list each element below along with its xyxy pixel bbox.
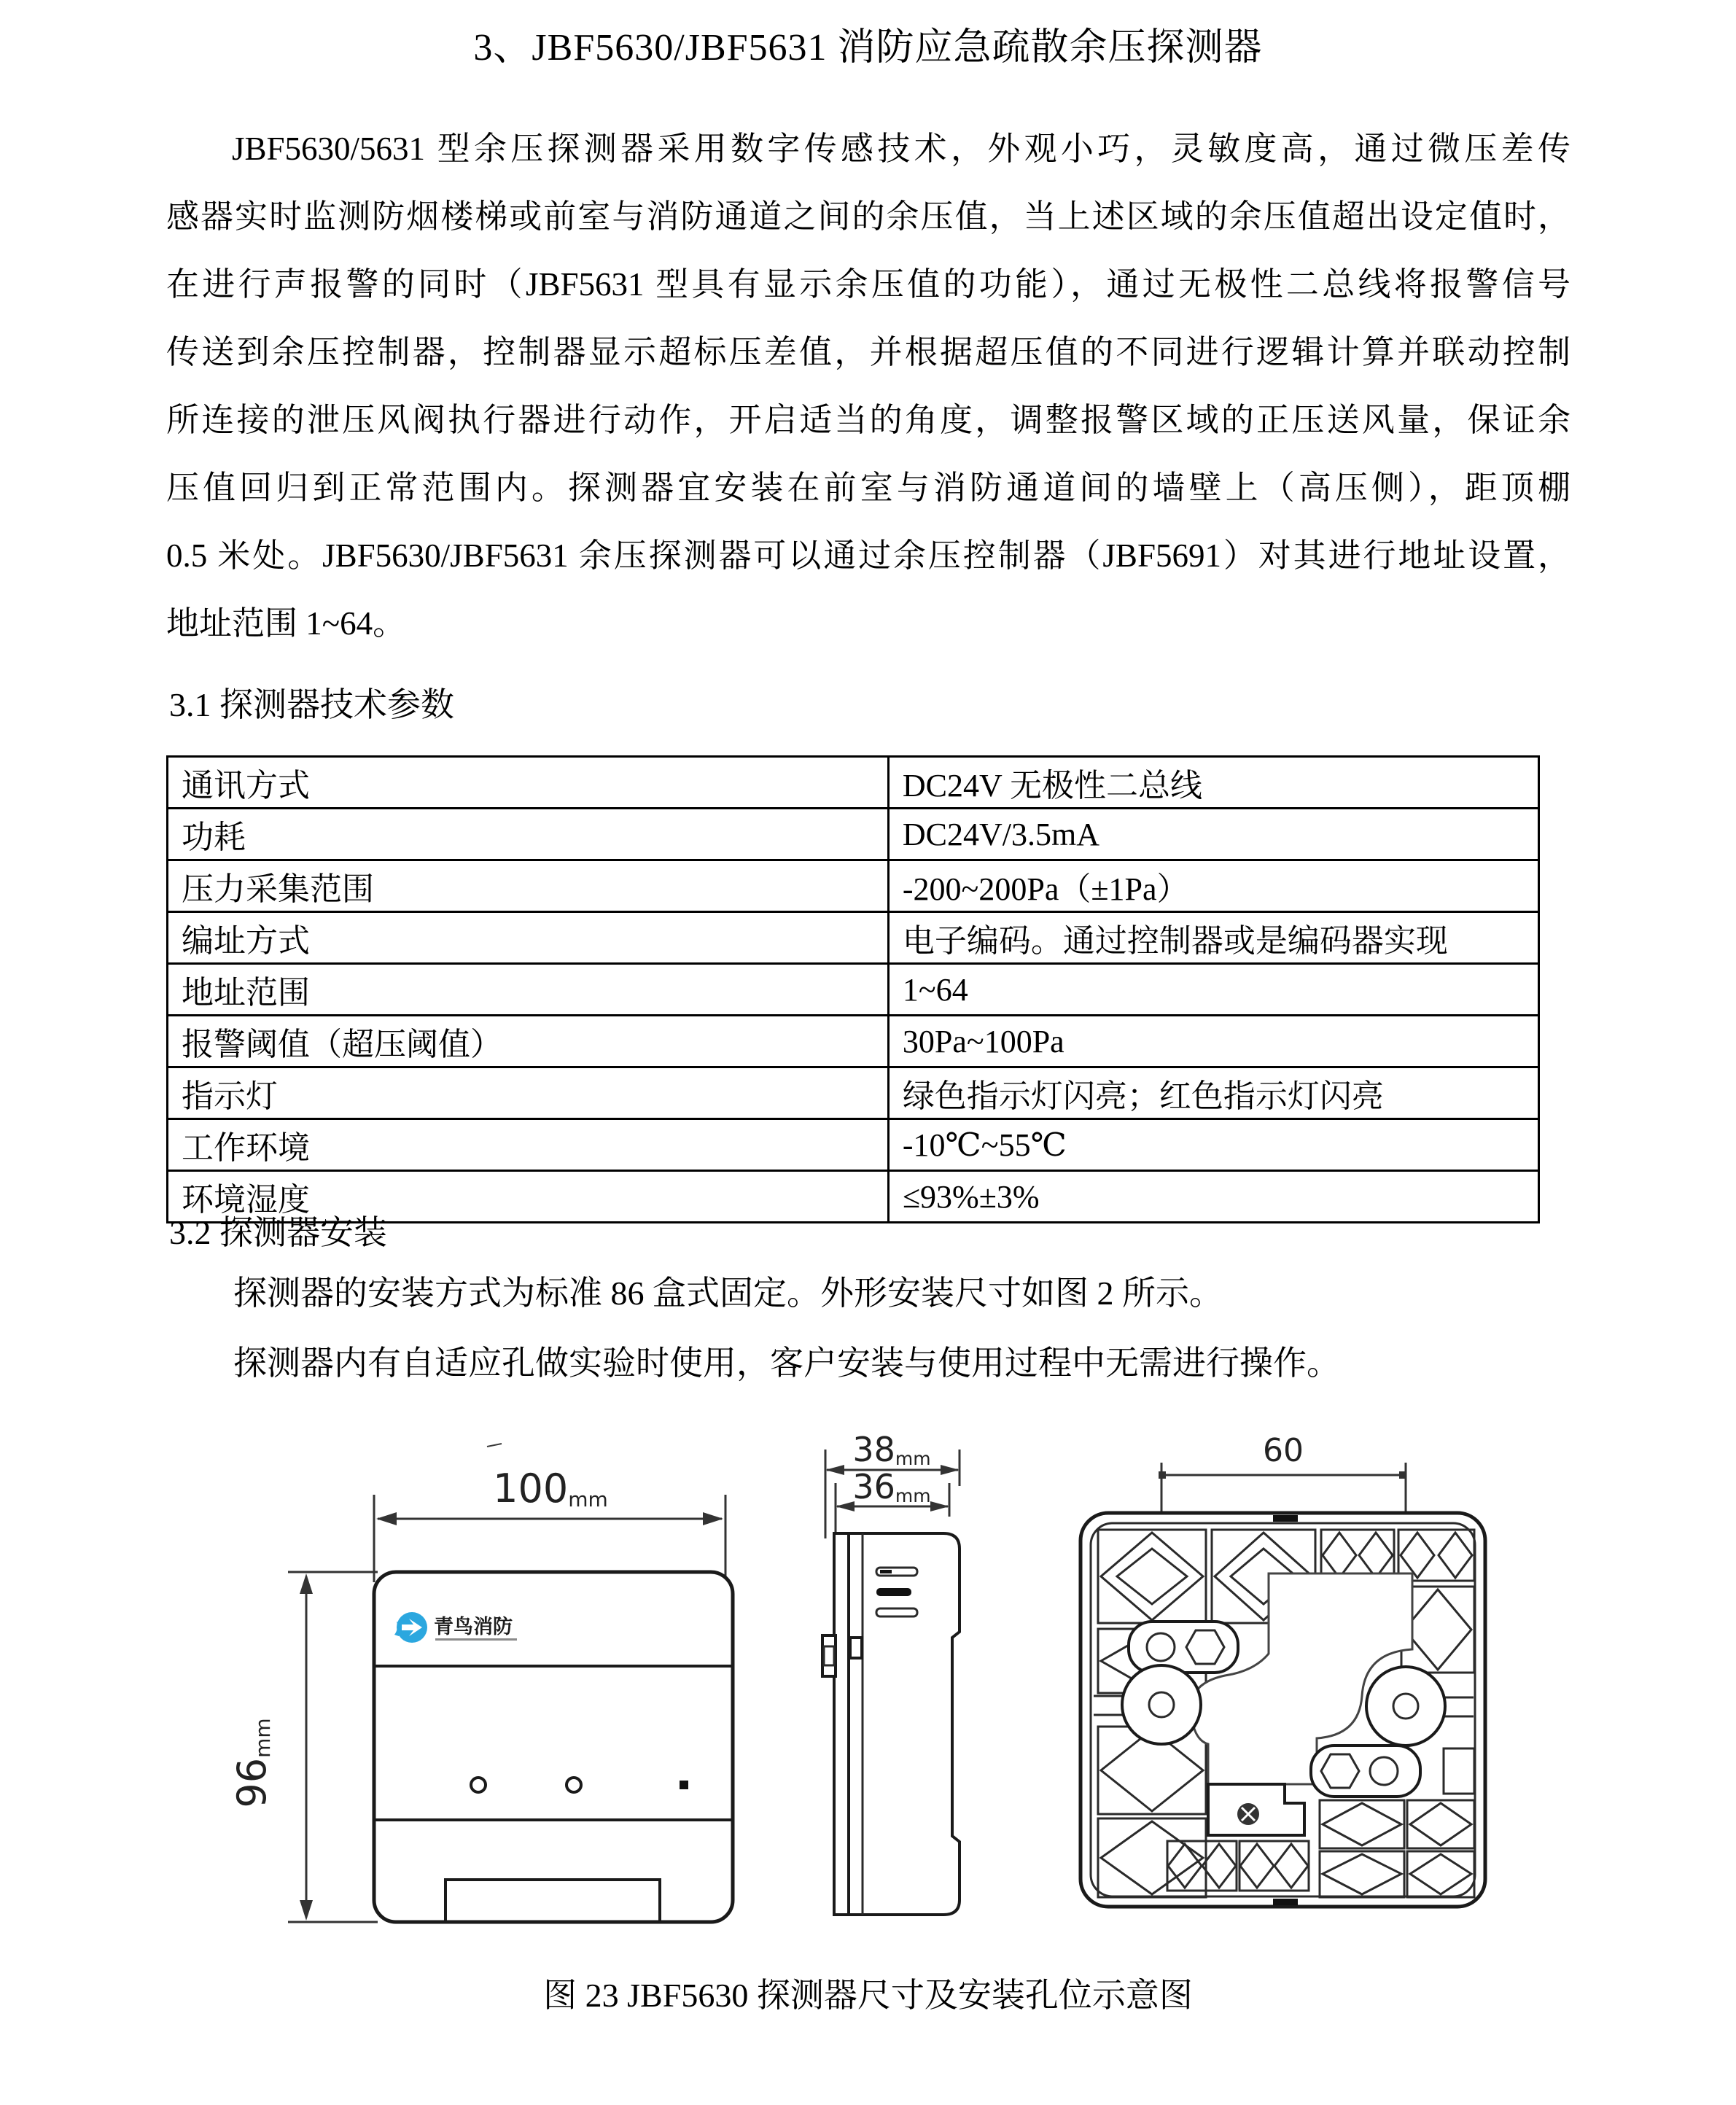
paragraph-line: 在进行声报警的同时（JBF5631 型具有显示余压值的功能），通过无极性二总线将报警信号 (166, 266, 1570, 303)
install-line: 探测器内有自适应孔做实验时使用，客户安装与使用过程中无需进行操作。 (233, 1345, 1340, 1382)
paragraph-line: JBF5630/5631 型余压探测器采用数字传感技术，外观小巧，灵敏度高，通过微压差传 (232, 131, 1570, 167)
indicator-dot (471, 1778, 486, 1792)
logo-subtext-line (435, 1638, 517, 1641)
front-width-label: 100mm (493, 1466, 608, 1511)
clip-latch (850, 1638, 862, 1658)
spec-label: 环境湿度 (168, 1171, 889, 1223)
paragraph-line: 传送到余压控制器，控制器显示超标压差值，并根据超压值的不同进行逻辑计算并联动控制 (166, 334, 1570, 370)
table-row (168, 912, 1539, 964)
spec-value: 绿色指示灯闪亮；红色指示灯闪亮 (888, 1067, 1538, 1119)
spec-label: 地址范围 (168, 964, 889, 1016)
slot-unit (1129, 1622, 1238, 1673)
figure-caption: 图 23 JBF5630 探测器尺寸及安装孔位示意图 (543, 1977, 1193, 2014)
vent-slot (876, 1588, 911, 1596)
page-title: 3、JBF5630/JBF5631 消防应急疏散余压探测器 (473, 27, 1263, 69)
spec-value: -10℃~55℃ (888, 1119, 1538, 1171)
spec-label: 通讯方式 (168, 757, 889, 809)
side-view-drawing (787, 1406, 1043, 1931)
spec-value: 1~64 (888, 964, 1538, 1016)
table-row (168, 860, 1539, 912)
paragraph-line: 0.5 米处。JBF5630/JBF5631 余压探测器可以通过余压控制器（JBF5691）对其进行地址设置， (166, 537, 1570, 574)
side-back-strip (834, 1533, 849, 1915)
spec-table (166, 755, 1540, 1223)
spec-label: 指示灯 (168, 1067, 889, 1119)
spec-value: DC24V/3.5mA (888, 809, 1538, 860)
table-row (168, 964, 1539, 1016)
front-view-drawing (219, 1413, 758, 1938)
dimension-36mm (836, 1467, 949, 1538)
spec-value: 30Pa~100Pa (888, 1016, 1538, 1067)
spec-value: ≤93%±3% (888, 1171, 1538, 1223)
front-height-label: 96mm (229, 1718, 275, 1808)
spec-label: 压力采集范围 (168, 860, 889, 912)
dimension-100mm (374, 1466, 725, 1582)
table-row (168, 757, 1539, 809)
install-line: 探测器的安装方式为标准 86 盒式固定。外形安装尺寸如图 2 所示。 (233, 1275, 1223, 1312)
back-spacing-label: 60 (1263, 1432, 1304, 1469)
detector-body (374, 1572, 733, 1922)
spec-label: 功耗 (168, 809, 889, 860)
center-mark (487, 1444, 502, 1447)
paragraph-line: 地址范围 1~64。 (166, 605, 406, 642)
vent-slot-mark (880, 1570, 892, 1573)
side-inner-label: 36mm (852, 1467, 931, 1506)
slot-unit (1311, 1746, 1420, 1797)
intro-paragraph (166, 115, 1570, 658)
table-row (168, 1016, 1539, 1067)
spec-value: -200~200Pa（±1Pa） (888, 860, 1538, 912)
vent-slot (876, 1608, 917, 1616)
section-heading-3-1: 3.1 探测器技术参数 (169, 686, 454, 723)
spec-label: 工作环境 (168, 1119, 889, 1171)
paragraph-line: 感器实时监测防烟楼梯或前室与消防通道之间的余压值，当上述区域的余压值超出设定值时， (166, 198, 1570, 235)
bottom-tick (1273, 1899, 1298, 1905)
back-view-drawing (1050, 1406, 1560, 1923)
paragraph-line: 所连接的泄压风阀执行器进行动作，开启适当的角度，调整报警区域的正压送风量，保证余 (166, 402, 1570, 438)
brand-logo (394, 1612, 517, 1643)
section-heading-3-2: 3.2 探测器安装 (169, 1214, 387, 1251)
spec-label: 编址方式 (168, 912, 889, 964)
table-row (168, 1067, 1539, 1119)
logo-text: 青鸟消防 (434, 1616, 513, 1638)
indicator-dot (567, 1778, 581, 1792)
indicator-dot (680, 1781, 688, 1789)
table-row (168, 1119, 1539, 1171)
table-row (168, 809, 1539, 860)
side-outer-label: 38mm (852, 1430, 931, 1469)
spec-value: 电子编码。通过控制器或是编码器实现 (888, 912, 1538, 964)
top-tick (1273, 1515, 1298, 1522)
mounting-clip-detail (824, 1646, 834, 1665)
paragraph-line: 压值回归到正常范围内。探测器宜安装在前室与消防通道间的墙壁上（高压侧），距顶棚 (166, 470, 1570, 506)
spec-value: DC24V 无极性二总线 (888, 757, 1538, 809)
dimension-96mm (229, 1572, 378, 1922)
spec-label: 报警阈值（超压阈值） (168, 1016, 889, 1067)
